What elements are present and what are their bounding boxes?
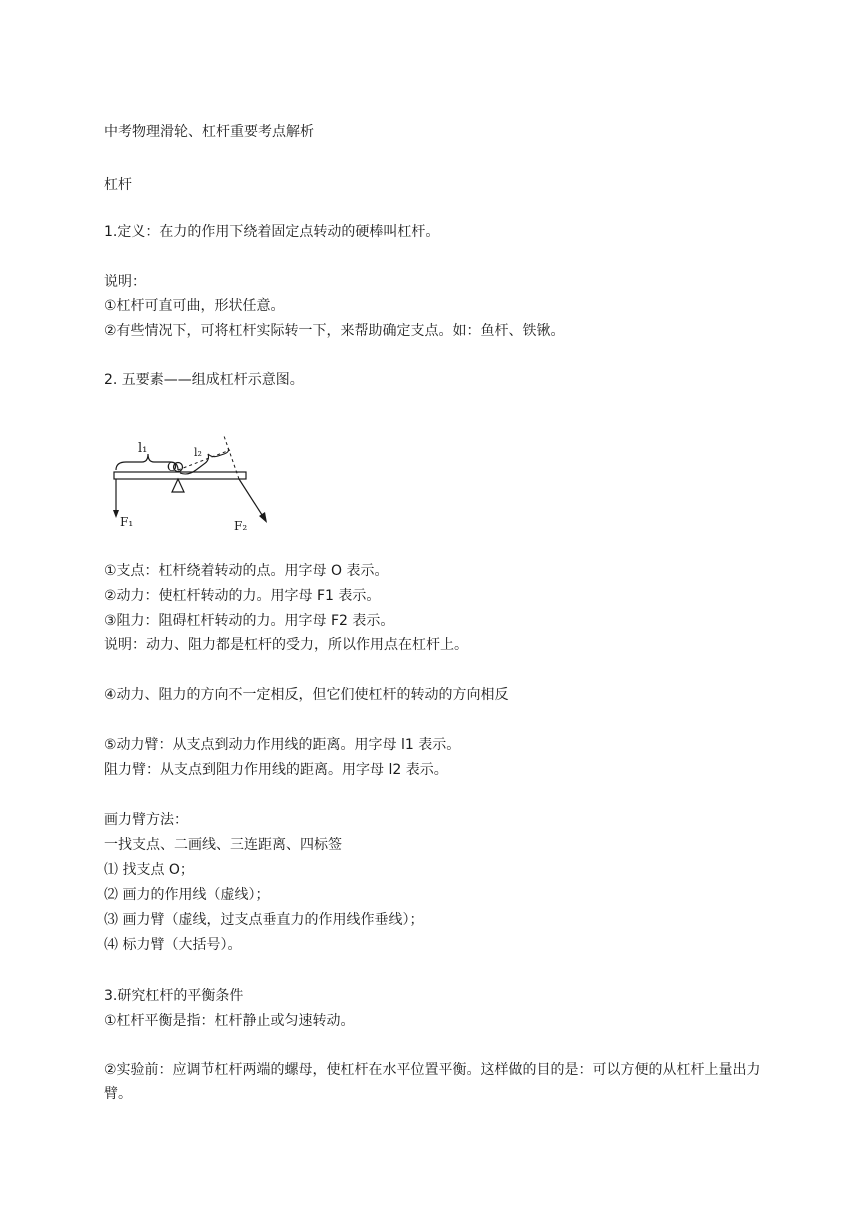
element-effort: ②动力：使杠杆转动的力。用字母 F1 表示。 <box>104 588 381 604</box>
document-title: 中考物理滑轮、杠杆重要考点解析 <box>104 124 314 140</box>
balance-definition: ①杠杆平衡是指：杠杆静止或匀速转动。 <box>104 1013 355 1029</box>
f1-label: F₁ <box>120 515 134 529</box>
element-effort-arm: ⑤动力臂：从支点到动力作用线的距离。用字母 l1 表示。 <box>104 737 461 753</box>
l1-label: l₁ <box>138 441 148 456</box>
element-fulcrum: ①支点：杠杆绕着转动的点。用字母 O 表示。 <box>104 563 389 579</box>
definition-text: 1.定义：在力的作用下绕着固定点转动的硬棒叫杠杆。 <box>104 224 440 240</box>
element-direction: ④动力、阻力的方向不一定相反，但它们使杠杆的转动的方向相反 <box>104 687 509 703</box>
l2-brace <box>180 448 229 474</box>
f2-arrowhead <box>259 512 267 523</box>
experiment-prep: ②实验前：应调节杠杆两端的螺母，使杠杆在水平位置平衡。这样做的目的是：可以方便的从杠杆上量出力臂。 <box>104 1062 761 1102</box>
element-resistance: ③阻力：阻碍杠杆转动的力。用字母 F2 表示。 <box>104 613 395 629</box>
method-step-2: ⑵ 画力的作用线（虚线）； <box>104 887 270 903</box>
method-summary: 一找支点、二画线、三连距离、四标签 <box>104 837 342 853</box>
element-note: 说明：动力、阻力都是杠杆的受力，所以作用点在杠杆上。 <box>104 637 468 653</box>
fulcrum-triangle <box>172 479 184 492</box>
method-step-1: ⑴ 找支点 O； <box>104 862 194 878</box>
note-item-1: ①杠杆可直可曲，形状任意。 <box>104 298 285 314</box>
five-elements-heading: 2. 五要素——组成杠杆示意图。 <box>104 372 304 388</box>
method-step-3: ⑶ 画力臂（虚线，过支点垂直力的作用线作垂线）； <box>104 912 424 928</box>
method-step-4: ⑷ 标力臂（大括号）。 <box>104 937 242 953</box>
l2-label: l₂ <box>194 446 202 459</box>
lever-diagram <box>104 426 284 538</box>
l2-arm-line <box>178 450 230 470</box>
o-label: O <box>167 460 177 474</box>
f1-arrowhead <box>113 510 119 518</box>
note-label: 说明： <box>104 274 146 290</box>
method-title: 画力臂方法： <box>104 812 188 828</box>
section-heading: 杠杆 <box>104 177 132 193</box>
element-resistance-arm: 阻力臂：从支点到阻力作用线的距离。用字母 l2 表示。 <box>104 762 448 778</box>
f2-line <box>239 479 264 518</box>
note-item-2: ②有些情况下，可将杠杆实际转一下，来帮助确定支点。如：鱼杆、铁锹。 <box>104 323 565 339</box>
f2-label: F₂ <box>234 519 248 533</box>
section-3-heading: 3.研究杠杆的平衡条件 <box>104 988 244 1004</box>
